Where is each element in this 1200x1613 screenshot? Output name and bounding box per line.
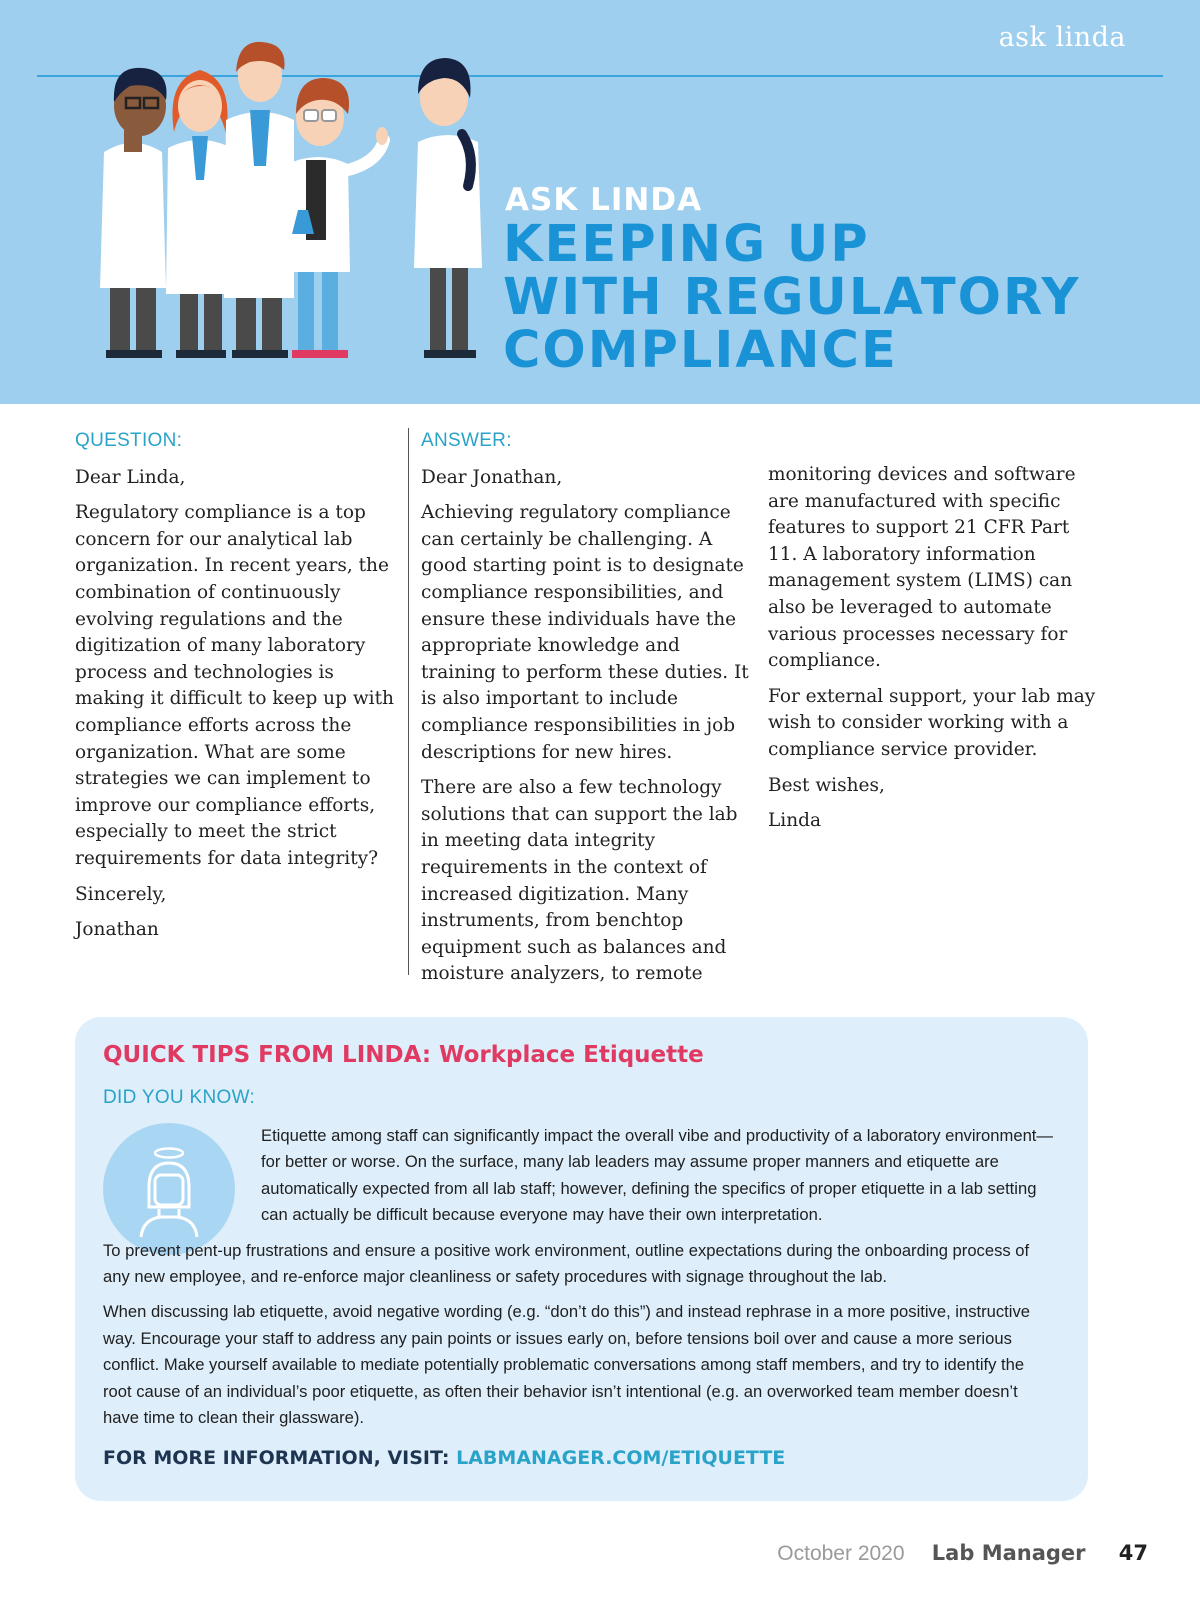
paragraph: To prevent pent-up frustrations and ensure a positive work environment, outline expectations during the onboarding process of any new employee, and re-enforce major cleanliness or safety procedures with signage throughout the lab. — [103, 1240, 1030, 1287]
column-divider — [408, 428, 409, 975]
scientist-2 — [166, 70, 234, 358]
answer-heading: ANSWER: — [421, 430, 512, 451]
title-line: COMPLIANCE — [503, 321, 898, 380]
page-title — [503, 215, 1081, 380]
page-footer — [777, 1541, 1148, 1566]
scientist-3 — [224, 42, 294, 358]
more-info — [103, 1447, 785, 1469]
tips-body — [103, 1123, 1055, 1440]
paragraph: For external support, your lab may wish to consider working with a compliance service provider. — [768, 685, 1096, 760]
section-tag: ask linda — [998, 22, 1126, 53]
paragraph: Achieving regulatory compliance can certainly be challenging. A good starting point is to designate compliance responsibilities, and ensure these individuals have the appropriate knowledge and training to perform these duties. It is also important to include compliance responsibilities in job descriptions for new hires. — [421, 502, 749, 763]
question-heading: QUESTION: — [75, 430, 183, 451]
header-banner — [0, 0, 1200, 404]
title-line: WITH REGULATORY — [503, 268, 1081, 327]
paragraph: Etiquette among staff can significantly impact the overall vibe and productivity of a laboratory environment—for better or worse. On the surface, many lab leaders may assume proper manners and etiquette are automatically expected from all lab staff; however, defining the specifics of proper etiquette in a lab setting can actually be difficult because everyone may have their own interpretation. — [261, 1126, 1054, 1225]
paragraph: Best wishes, — [768, 774, 885, 796]
quick-tips-box — [75, 1017, 1088, 1501]
tips-title: QUICK TIPS FROM LINDA: Workplace Etiquette — [103, 1042, 704, 1068]
paragraph: There are also a few technology solutions that can support the lab in meeting data integrity requirements in the context of increased digitization. Many instruments, from benchtop equipment such as balances and moisture analyzers, to remote — [421, 777, 738, 985]
question-column — [75, 428, 395, 953]
paragraph: Dear Jonathan, — [421, 466, 563, 488]
tips-subheading: DID YOU KNOW: — [103, 1087, 256, 1108]
paragraph: Jonathan — [75, 919, 159, 941]
kicker: ASK LINDA — [505, 182, 703, 218]
page-number: 47 — [1118, 1541, 1148, 1565]
paragraph: monitoring devices and software are manufactured with specific features to support 21 CFR Part 11. A laboratory information management system (LIMS) can also be leveraged to automate various processes necessary for compliance. — [768, 464, 1076, 672]
magazine-name: Lab Manager — [931, 1541, 1086, 1565]
scientists-illustration — [100, 36, 520, 372]
issue-date: October 2020 — [777, 1542, 905, 1565]
title-line: KEEPING UP — [503, 215, 870, 274]
paragraph: When discussing lab etiquette, avoid negative wording (e.g. “don’t do this”) and instead rephrase in a more positive, instructive way. Encourage your staff to address any pain points or issues early on, before tensions boil over and cause a more serious conflict. Make yourself available to mediate potentially problematic conversations among staff members, and try to identify the root cause of an individual’s poor etiquette, as often their behavior isn’t intentional (e.g. an overworked team member doesn’t have time to clean their glassware). — [103, 1302, 1030, 1428]
linda-figure — [414, 58, 482, 358]
answer-column-continued — [768, 462, 1103, 844]
answer-column — [421, 428, 751, 997]
scientist-4 — [286, 78, 388, 358]
paragraph: Linda — [768, 810, 821, 832]
paragraph: Sincerely, — [75, 883, 167, 905]
scientist-1 — [100, 68, 167, 358]
more-info-link[interactable]: LABMANAGER.COM/ETIQUETTE — [456, 1447, 786, 1469]
paragraph: Dear Linda, — [75, 466, 186, 488]
more-info-label: FOR MORE INFORMATION, VISIT: — [103, 1447, 450, 1469]
paragraph: Regulatory compliance is a top concern for our analytical lab organization. In recent years, the combination of continuously evolving regulations and the digitization of many laboratory process and technologies is making it difficult to keep up with compliance efforts across the organization. What are some strategies we can implement to improve our compliance efforts, especially to meet the strict requirements for data integrity? — [75, 502, 394, 869]
